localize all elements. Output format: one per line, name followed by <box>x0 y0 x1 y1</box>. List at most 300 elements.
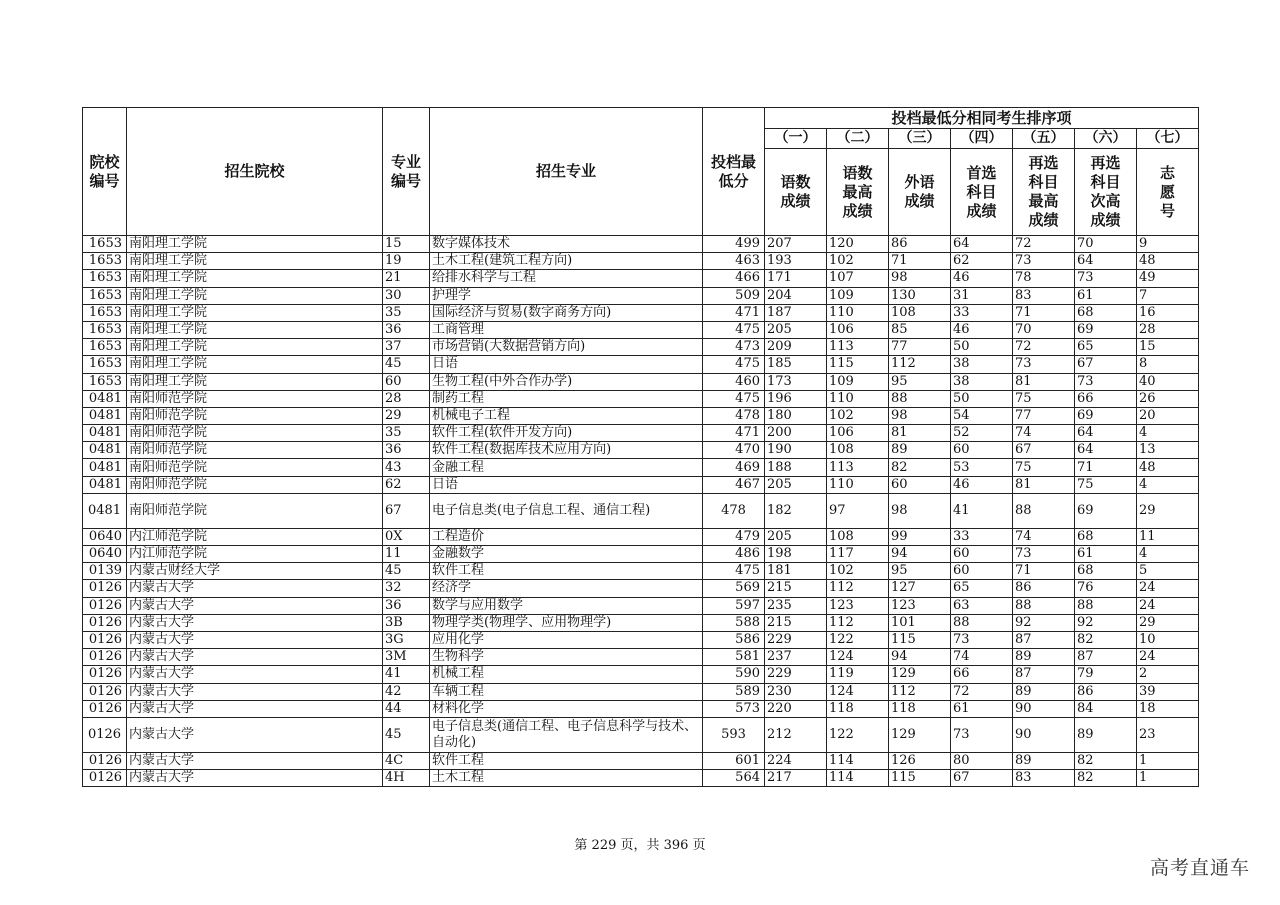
cell-score-1: 215 <box>765 580 827 597</box>
table-row <box>83 407 1199 424</box>
header-rank-7: （七） <box>1137 129 1199 149</box>
cell-school-name: 内蒙古大学 <box>127 752 383 769</box>
table-row <box>83 373 1199 390</box>
cell-score-3: 123 <box>889 597 951 614</box>
table-row <box>83 253 1199 270</box>
table-row <box>83 580 1199 597</box>
cell-major-code: 62 <box>383 476 430 493</box>
cell-major-code: 3B <box>383 614 430 631</box>
cell-school-name: 南阳师范学院 <box>127 390 383 407</box>
cell-major-name: 生物科学 <box>430 649 703 666</box>
cell-score-3: 88 <box>889 390 951 407</box>
cell-school-code: 1653 <box>83 287 127 304</box>
cell-school-name: 南阳理工学院 <box>127 339 383 356</box>
cell-score-4: 60 <box>951 563 1013 580</box>
cell-major-name: 机械电子工程 <box>430 407 703 424</box>
table-row <box>83 563 1199 580</box>
cell-major-code: 41 <box>383 666 430 683</box>
cell-school-name: 内蒙古大学 <box>127 631 383 648</box>
cell-score-3: 60 <box>889 476 951 493</box>
cell-school-code: 0139 <box>83 563 127 580</box>
cell-major-name: 金融工程 <box>430 459 703 476</box>
cell-score-1: 196 <box>765 390 827 407</box>
cell-min-score: 478 <box>703 493 765 528</box>
cell-min-score: 486 <box>703 546 765 563</box>
cell-score-5: 81 <box>1013 476 1075 493</box>
cell-school-code: 0126 <box>83 666 127 683</box>
cell-major-code: 4C <box>383 752 430 769</box>
cell-min-score: 499 <box>703 236 765 253</box>
cell-score-3: 118 <box>889 700 951 717</box>
cell-score-5: 74 <box>1013 425 1075 442</box>
cell-score-6: 64 <box>1075 253 1137 270</box>
cell-min-score: 475 <box>703 390 765 407</box>
header-min-score: 投档最低分 <box>703 108 765 236</box>
cell-school-code: 0481 <box>83 442 127 459</box>
cell-score-1: 198 <box>765 546 827 563</box>
table-row <box>83 717 1199 752</box>
cell-score-5: 67 <box>1013 442 1075 459</box>
admission-score-table <box>82 107 1199 787</box>
table-row <box>83 752 1199 769</box>
cell-score-4: 73 <box>951 631 1013 648</box>
table-row <box>83 700 1199 717</box>
cell-score-3: 94 <box>889 546 951 563</box>
table-row <box>83 321 1199 338</box>
cell-score-4: 60 <box>951 442 1013 459</box>
cell-major-code: 35 <box>383 304 430 321</box>
cell-score-5: 89 <box>1013 752 1075 769</box>
cell-score-2: 113 <box>827 459 889 476</box>
cell-score-2: 114 <box>827 770 889 787</box>
cell-score-1: 205 <box>765 476 827 493</box>
cell-min-score: 589 <box>703 683 765 700</box>
cell-score-7: 48 <box>1137 253 1199 270</box>
cell-school-name: 内江师范学院 <box>127 528 383 545</box>
cell-min-score: 573 <box>703 700 765 717</box>
cell-score-7: 8 <box>1137 356 1199 373</box>
cell-score-1: 187 <box>765 304 827 321</box>
cell-score-1: 173 <box>765 373 827 390</box>
cell-score-3: 129 <box>889 666 951 683</box>
cell-major-name: 市场营销(大数据营销方向) <box>430 339 703 356</box>
cell-min-score: 569 <box>703 580 765 597</box>
cell-school-code: 0481 <box>83 493 127 528</box>
cell-score-1: 205 <box>765 528 827 545</box>
table-row <box>83 304 1199 321</box>
header-major-name: 招生专业 <box>430 108 703 236</box>
header-rank-label-3: 外语成绩 <box>889 149 951 236</box>
table-row <box>83 597 1199 614</box>
cell-min-score: 471 <box>703 425 765 442</box>
cell-score-6: 92 <box>1075 614 1137 631</box>
cell-score-3: 99 <box>889 528 951 545</box>
cell-school-code: 0126 <box>83 597 127 614</box>
cell-score-2: 113 <box>827 339 889 356</box>
cell-score-4: 62 <box>951 253 1013 270</box>
cell-score-4: 33 <box>951 304 1013 321</box>
cell-score-2: 122 <box>827 717 889 752</box>
cell-score-7: 2 <box>1137 666 1199 683</box>
cell-school-code: 1653 <box>83 373 127 390</box>
cell-score-7: 18 <box>1137 700 1199 717</box>
header-rank-label-2: 语数最高成绩 <box>827 149 889 236</box>
cell-min-score: 588 <box>703 614 765 631</box>
cell-score-1: 209 <box>765 339 827 356</box>
table-row <box>83 459 1199 476</box>
cell-score-3: 115 <box>889 631 951 648</box>
cell-score-4: 54 <box>951 407 1013 424</box>
cell-major-code: 42 <box>383 683 430 700</box>
cell-school-name: 南阳师范学院 <box>127 442 383 459</box>
cell-school-name: 内蒙古大学 <box>127 683 383 700</box>
cell-score-1: 185 <box>765 356 827 373</box>
cell-score-2: 102 <box>827 407 889 424</box>
cell-score-5: 90 <box>1013 717 1075 752</box>
cell-score-4: 60 <box>951 546 1013 563</box>
cell-score-2: 124 <box>827 649 889 666</box>
cell-score-6: 79 <box>1075 666 1137 683</box>
header-rank-5: （五） <box>1013 129 1075 149</box>
cell-school-code: 0126 <box>83 580 127 597</box>
cell-score-2: 107 <box>827 270 889 287</box>
cell-score-4: 52 <box>951 425 1013 442</box>
cell-score-1: 230 <box>765 683 827 700</box>
cell-major-code: 45 <box>383 563 430 580</box>
cell-score-3: 94 <box>889 649 951 666</box>
table-header <box>83 108 1199 236</box>
cell-score-1: 171 <box>765 270 827 287</box>
cell-score-3: 108 <box>889 304 951 321</box>
cell-major-code: 36 <box>383 442 430 459</box>
cell-major-name: 数字媒体技术 <box>430 236 703 253</box>
cell-score-1: 215 <box>765 614 827 631</box>
cell-school-name: 南阳师范学院 <box>127 493 383 528</box>
cell-major-name: 数学与应用数学 <box>430 597 703 614</box>
cell-score-7: 24 <box>1137 597 1199 614</box>
cell-score-7: 5 <box>1137 563 1199 580</box>
cell-score-7: 39 <box>1137 683 1199 700</box>
cell-score-6: 61 <box>1075 546 1137 563</box>
cell-school-name: 内江师范学院 <box>127 546 383 563</box>
cell-score-1: 220 <box>765 700 827 717</box>
cell-score-2: 110 <box>827 304 889 321</box>
cell-score-5: 89 <box>1013 683 1075 700</box>
cell-score-1: 182 <box>765 493 827 528</box>
cell-score-2: 119 <box>827 666 889 683</box>
cell-score-3: 112 <box>889 356 951 373</box>
cell-min-score: 509 <box>703 287 765 304</box>
cell-school-name: 南阳理工学院 <box>127 304 383 321</box>
cell-school-name: 南阳理工学院 <box>127 270 383 287</box>
cell-score-1: 188 <box>765 459 827 476</box>
cell-score-1: 217 <box>765 770 827 787</box>
cell-major-name: 车辆工程 <box>430 683 703 700</box>
cell-score-7: 20 <box>1137 407 1199 424</box>
cell-school-code: 0640 <box>83 528 127 545</box>
cell-score-3: 129 <box>889 717 951 752</box>
cell-min-score: 597 <box>703 597 765 614</box>
header-tiebreak-group: 投档最低分相同考生排序项 <box>765 108 1199 129</box>
header-rank-1: （一） <box>765 129 827 149</box>
cell-score-4: 38 <box>951 356 1013 373</box>
cell-score-3: 98 <box>889 270 951 287</box>
cell-school-name: 南阳理工学院 <box>127 287 383 304</box>
cell-score-4: 38 <box>951 373 1013 390</box>
cell-min-score: 593 <box>703 717 765 752</box>
cell-major-name: 物理学类(物理学、应用物理学) <box>430 614 703 631</box>
table-row <box>83 425 1199 442</box>
cell-major-code: 32 <box>383 580 430 597</box>
cell-score-6: 64 <box>1075 425 1137 442</box>
cell-school-code: 0126 <box>83 770 127 787</box>
cell-score-3: 126 <box>889 752 951 769</box>
watermark-logo: 高考直通车 <box>1149 857 1250 879</box>
header-school-name: 招生院校 <box>127 108 383 236</box>
cell-score-6: 64 <box>1075 442 1137 459</box>
cell-score-4: 80 <box>951 752 1013 769</box>
cell-school-name: 南阳师范学院 <box>127 425 383 442</box>
cell-score-3: 82 <box>889 459 951 476</box>
cell-major-name: 电子信息类(电子信息工程、通信工程) <box>430 493 703 528</box>
table-row <box>83 493 1199 528</box>
cell-major-code: 3M <box>383 649 430 666</box>
cell-score-6: 61 <box>1075 287 1137 304</box>
cell-school-code: 1653 <box>83 270 127 287</box>
cell-score-5: 72 <box>1013 339 1075 356</box>
cell-score-7: 26 <box>1137 390 1199 407</box>
cell-major-name: 日语 <box>430 476 703 493</box>
cell-min-score: 478 <box>703 407 765 424</box>
cell-score-5: 81 <box>1013 373 1075 390</box>
cell-major-code: 36 <box>383 597 430 614</box>
cell-score-6: 66 <box>1075 390 1137 407</box>
cell-score-1: 212 <box>765 717 827 752</box>
cell-min-score: 471 <box>703 304 765 321</box>
cell-school-code: 0126 <box>83 614 127 631</box>
cell-score-5: 73 <box>1013 356 1075 373</box>
cell-school-code: 0126 <box>83 700 127 717</box>
table-row <box>83 528 1199 545</box>
table-row <box>83 270 1199 287</box>
cell-score-6: 69 <box>1075 407 1137 424</box>
cell-school-code: 1653 <box>83 321 127 338</box>
cell-min-score: 479 <box>703 528 765 545</box>
table-row <box>83 631 1199 648</box>
cell-min-score: 470 <box>703 442 765 459</box>
cell-score-6: 69 <box>1075 493 1137 528</box>
cell-score-4: 74 <box>951 649 1013 666</box>
cell-score-5: 73 <box>1013 253 1075 270</box>
cell-score-2: 114 <box>827 752 889 769</box>
table-row <box>83 339 1199 356</box>
cell-school-name: 南阳理工学院 <box>127 236 383 253</box>
cell-score-2: 106 <box>827 425 889 442</box>
cell-score-2: 108 <box>827 442 889 459</box>
cell-score-7: 23 <box>1137 717 1199 752</box>
cell-major-name: 日语 <box>430 356 703 373</box>
cell-major-name: 电子信息类(通信工程、电子信息科学与技术、自动化) <box>430 717 703 752</box>
cell-score-2: 115 <box>827 356 889 373</box>
cell-school-name: 南阳师范学院 <box>127 476 383 493</box>
cell-score-7: 9 <box>1137 236 1199 253</box>
cell-score-6: 71 <box>1075 459 1137 476</box>
cell-score-5: 73 <box>1013 546 1075 563</box>
cell-score-3: 112 <box>889 683 951 700</box>
cell-score-7: 13 <box>1137 442 1199 459</box>
cell-major-name: 土木工程 <box>430 770 703 787</box>
cell-score-2: 124 <box>827 683 889 700</box>
cell-score-4: 53 <box>951 459 1013 476</box>
cell-score-7: 4 <box>1137 476 1199 493</box>
cell-score-6: 82 <box>1075 770 1137 787</box>
cell-score-5: 78 <box>1013 270 1075 287</box>
cell-min-score: 475 <box>703 563 765 580</box>
header-rank-6: （六） <box>1075 129 1137 149</box>
cell-min-score: 601 <box>703 752 765 769</box>
table-row <box>83 236 1199 253</box>
cell-score-5: 75 <box>1013 459 1075 476</box>
cell-score-7: 1 <box>1137 752 1199 769</box>
cell-score-3: 98 <box>889 407 951 424</box>
cell-school-name: 南阳师范学院 <box>127 407 383 424</box>
cell-score-4: 33 <box>951 528 1013 545</box>
cell-score-3: 95 <box>889 563 951 580</box>
cell-score-7: 7 <box>1137 287 1199 304</box>
cell-score-4: 67 <box>951 770 1013 787</box>
table-row <box>83 442 1199 459</box>
cell-score-3: 85 <box>889 321 951 338</box>
cell-score-7: 24 <box>1137 649 1199 666</box>
cell-score-3: 127 <box>889 580 951 597</box>
cell-score-4: 50 <box>951 390 1013 407</box>
cell-score-6: 68 <box>1075 563 1137 580</box>
cell-major-code: 60 <box>383 373 430 390</box>
cell-score-3: 86 <box>889 236 951 253</box>
cell-major-name: 生物工程(中外合作办学) <box>430 373 703 390</box>
cell-score-7: 29 <box>1137 493 1199 528</box>
cell-score-6: 65 <box>1075 339 1137 356</box>
cell-score-5: 75 <box>1013 390 1075 407</box>
cell-school-name: 内蒙古财经大学 <box>127 563 383 580</box>
cell-school-name: 内蒙古大学 <box>127 717 383 752</box>
cell-score-1: 224 <box>765 752 827 769</box>
cell-score-7: 15 <box>1137 339 1199 356</box>
cell-score-6: 73 <box>1075 373 1137 390</box>
header-rank-label-1: 语数成绩 <box>765 149 827 236</box>
cell-major-code: 21 <box>383 270 430 287</box>
cell-school-code: 0481 <box>83 476 127 493</box>
header-rank-label-4: 首选科目成绩 <box>951 149 1013 236</box>
cell-school-code: 0481 <box>83 425 127 442</box>
cell-score-6: 69 <box>1075 321 1137 338</box>
cell-score-5: 87 <box>1013 631 1075 648</box>
cell-score-4: 65 <box>951 580 1013 597</box>
cell-score-5: 71 <box>1013 563 1075 580</box>
cell-min-score: 475 <box>703 321 765 338</box>
admission-score-table-container <box>82 107 1197 787</box>
cell-score-2: 102 <box>827 563 889 580</box>
cell-school-code: 0126 <box>83 752 127 769</box>
cell-major-code: 37 <box>383 339 430 356</box>
cell-school-code: 0481 <box>83 407 127 424</box>
cell-score-2: 110 <box>827 390 889 407</box>
cell-school-code: 1653 <box>83 236 127 253</box>
cell-major-code: 11 <box>383 546 430 563</box>
cell-major-name: 软件工程(软件开发方向) <box>430 425 703 442</box>
cell-score-1: 205 <box>765 321 827 338</box>
cell-major-name: 给排水科学与工程 <box>430 270 703 287</box>
cell-major-name: 应用化学 <box>430 631 703 648</box>
cell-score-1: 237 <box>765 649 827 666</box>
table-row <box>83 476 1199 493</box>
cell-major-name: 制药工程 <box>430 390 703 407</box>
header-rank-4: （四） <box>951 129 1013 149</box>
cell-score-5: 88 <box>1013 493 1075 528</box>
cell-score-6: 87 <box>1075 649 1137 666</box>
cell-score-7: 28 <box>1137 321 1199 338</box>
table-row <box>83 649 1199 666</box>
cell-score-7: 49 <box>1137 270 1199 287</box>
header-major-code: 专业编号 <box>383 108 430 236</box>
cell-score-5: 74 <box>1013 528 1075 545</box>
cell-score-4: 88 <box>951 614 1013 631</box>
cell-school-code: 0126 <box>83 683 127 700</box>
cell-school-name: 内蒙古大学 <box>127 614 383 631</box>
cell-school-name: 内蒙古大学 <box>127 700 383 717</box>
table-row <box>83 356 1199 373</box>
cell-score-2: 109 <box>827 287 889 304</box>
cell-score-6: 68 <box>1075 528 1137 545</box>
cell-score-3: 130 <box>889 287 951 304</box>
cell-min-score: 463 <box>703 253 765 270</box>
cell-score-4: 64 <box>951 236 1013 253</box>
cell-score-5: 88 <box>1013 597 1075 614</box>
cell-major-code: 44 <box>383 700 430 717</box>
header-rank-label-5: 再选科目最高成绩 <box>1013 149 1075 236</box>
cell-score-4: 72 <box>951 683 1013 700</box>
cell-score-6: 84 <box>1075 700 1137 717</box>
cell-min-score: 473 <box>703 339 765 356</box>
cell-score-6: 82 <box>1075 631 1137 648</box>
cell-score-2: 109 <box>827 373 889 390</box>
cell-score-2: 112 <box>827 580 889 597</box>
cell-score-6: 82 <box>1075 752 1137 769</box>
cell-score-3: 115 <box>889 770 951 787</box>
cell-score-2: 112 <box>827 614 889 631</box>
cell-score-5: 77 <box>1013 407 1075 424</box>
cell-major-code: 19 <box>383 253 430 270</box>
cell-score-5: 71 <box>1013 304 1075 321</box>
cell-major-name: 软件工程 <box>430 563 703 580</box>
table-row <box>83 683 1199 700</box>
cell-score-5: 87 <box>1013 666 1075 683</box>
cell-school-name: 南阳理工学院 <box>127 356 383 373</box>
cell-score-3: 77 <box>889 339 951 356</box>
table-row <box>83 287 1199 304</box>
page-number: 第 229 页，共 396 页 <box>574 838 706 853</box>
cell-score-7: 29 <box>1137 614 1199 631</box>
header-rank-3: （三） <box>889 129 951 149</box>
cell-score-1: 229 <box>765 631 827 648</box>
cell-school-code: 1653 <box>83 339 127 356</box>
cell-major-name: 软件工程(数据库技术应用方向) <box>430 442 703 459</box>
cell-score-4: 63 <box>951 597 1013 614</box>
cell-score-5: 86 <box>1013 580 1075 597</box>
cell-score-1: 193 <box>765 253 827 270</box>
cell-score-2: 110 <box>827 476 889 493</box>
cell-score-2: 102 <box>827 253 889 270</box>
